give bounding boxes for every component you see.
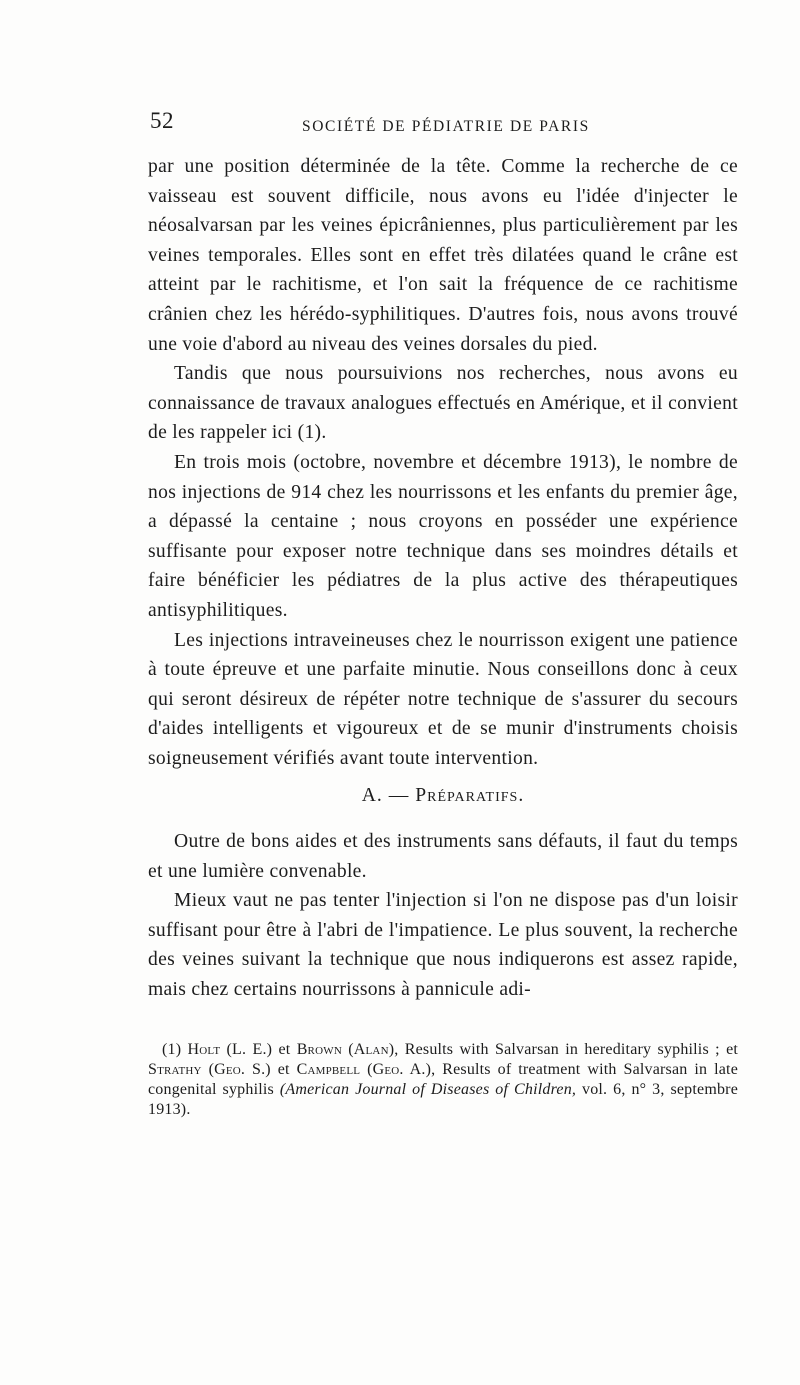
paragraph-1: par une position déterminée de la tête. Comme la recherche de ce vaisseau est souvent difficile, nous avons eu l'idée d'injecter le néosalvarsan par les veines épicrâniennes, plus particulièrement par les veines temporales. Elles sont en effet très dilatées quand le crâne est atteint par le rachitisme, et l'on sait la fréquence de ce rachitisme crânien chez les hérédo-syphilitiques. D'autres fois, nous avons trouvé une voie d'abord au niveau des veines dorsales du pied. (148, 156, 738, 355)
paragraph-3: En trois mois (octobre, novembre et décembre 1913), le nombre de nos injections de 914 chez les nourrissons et les enfants du premier âge, a dépassé la centaine ; nous croyons en posséder une expérience suffisante pour exposer notre technique dans ses moindres détails et faire bénéficier les pédiatres de la plus active des thérapeutiques antisyphilitiques. (148, 451, 738, 621)
footnote-author-holt: Holt (187, 1041, 221, 1058)
footnote-initials: (L. E.) (226, 1041, 273, 1058)
footnote-title-2: Results of treatment with Salvarsan in late congenital syphilis (148, 1061, 738, 1098)
section-dash: — (388, 785, 410, 807)
footnote-conjunction: et (277, 1061, 290, 1078)
footnote-author-campbell: Campbell (296, 1061, 361, 1078)
footnote (148, 1040, 738, 1120)
paragraph-4: Les injections intraveineuses chez le nourrisson exigent une patience à toute épreuve et une parfaite minutie. Nous conseillons donc à ceux qui seront désireux de répéter notre technique de s'assurer du secours d'aides intelligents et vigoureux et de se munir d'instruments choisis soigneusement vérifiés avant toute intervention. (148, 629, 738, 769)
footnote-title-1: Results with Salvarsan in hereditary syphilis ; (404, 1041, 720, 1058)
paragraph-6: Mieux vaut ne pas tenter l'injection si l'on ne dispose pas d'un loisir suffisant pour être à l'abri de l'impatience. Le plus souvent, la recherche des veines suivant la technique que nous indiquerons est assez rapide, mais chez certains nourrissons à pannicule adi- (148, 890, 738, 1001)
paragraph-2: Tandis que nous poursuivions nos recherches, nous avons eu connaissance de travaux analogues effectués en Amérique, et il convient de les rappeler ici (1). (148, 363, 738, 444)
section-title: Préparatifs. (415, 785, 525, 807)
footnote-initials: (Geo. A.), (367, 1061, 436, 1078)
body-text (148, 152, 738, 1005)
page-number: 52 (150, 108, 174, 133)
footnote-conjunction: et (726, 1041, 739, 1058)
section-heading (148, 781, 738, 811)
footnote-author-strathy: Strathy (148, 1061, 202, 1078)
paragraph-5: Outre de bons aides et des instruments sans défauts, il faut du temps et une lumière convenable. (148, 831, 738, 882)
footnote-author-brown: Brown (296, 1041, 342, 1058)
footnote-initials: (Alan), (348, 1041, 399, 1058)
section-letter: A. (361, 785, 383, 807)
footnote-marker: (1) (162, 1041, 182, 1058)
footnote-initials: (Geo. S.) (208, 1061, 271, 1078)
footnote-journal: (American Journal of Diseases of Children, (279, 1081, 577, 1098)
footnote-citation: vol. 6, n° 3, septembre 1913). (148, 1081, 739, 1118)
running-title: SOCIÉTÉ DE PÉDIATRIE DE PARIS (302, 118, 590, 135)
footnote-conjunction: et (278, 1041, 291, 1058)
